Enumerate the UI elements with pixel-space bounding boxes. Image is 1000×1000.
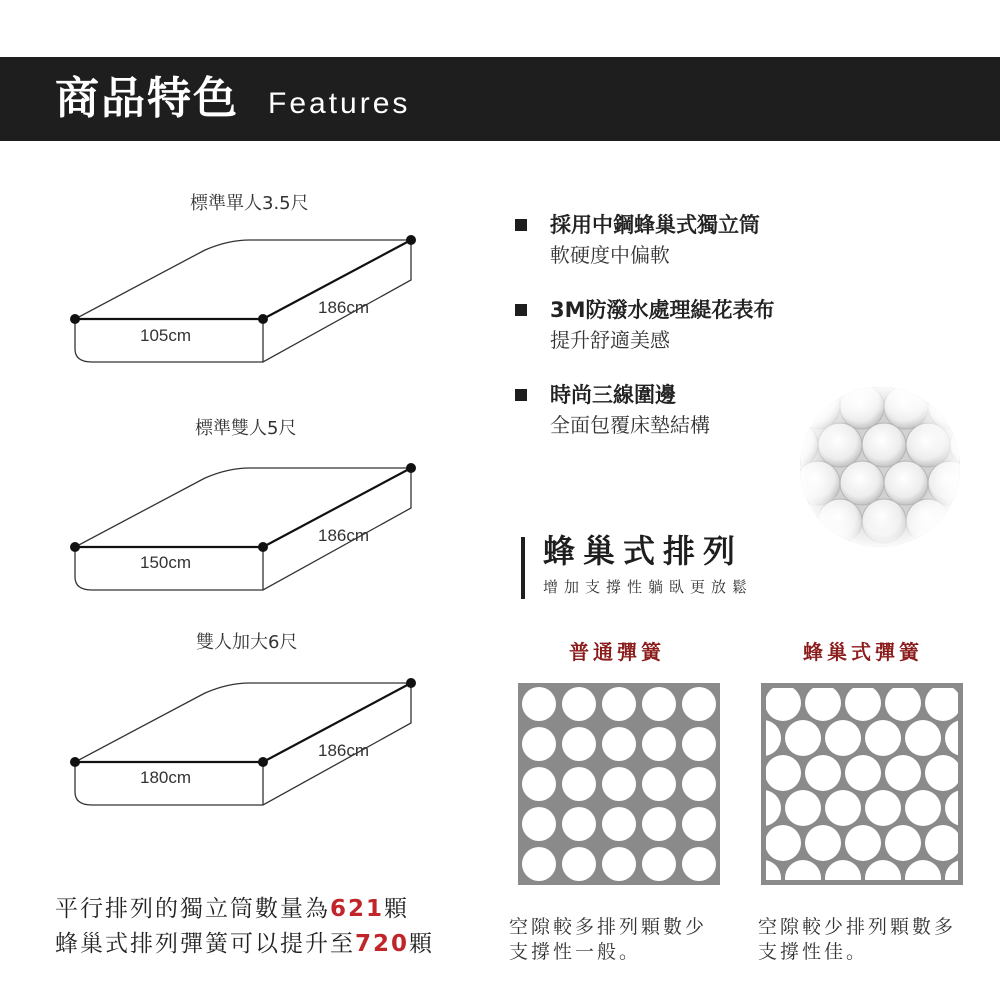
stat-line-honeycomb [55, 929, 434, 959]
square-bullet-icon [515, 389, 527, 401]
honeycomb-subtitle: 增加支撐性躺臥更放鬆 [543, 578, 754, 596]
honeycomb-spring-desc-1: 空隙較少排列顆數多 [758, 916, 957, 938]
honeycomb-spring-grid-icon [761, 683, 963, 885]
feature-detail: 全面包覆床墊結構 [550, 413, 710, 437]
stat-text: 蜂巢式排列彈簧可以提升至 [55, 931, 355, 957]
stat-unit: 顆 [409, 931, 435, 957]
stat-unit: 顆 [384, 896, 410, 922]
feature-title: 採用中鋼蜂巢式獨立筒 [550, 213, 760, 237]
width-label-single: 105cm [140, 326, 192, 345]
pocket-spring-sphere-icon [798, 385, 962, 549]
honeycomb-spring-title: 蜂巢式彈簧 [803, 640, 923, 664]
normal-spring-desc-2: 支撐性一般。 [509, 941, 642, 963]
mattress-diagram-single [60, 230, 430, 370]
square-bullet-icon [515, 219, 527, 231]
width-label-double: 150cm [140, 553, 192, 572]
square-bullet-icon [515, 304, 527, 316]
honeycomb-spring-desc-2: 支撐性佳。 [758, 941, 869, 963]
feature-title: 3M防潑水處理緹花表布 [550, 298, 775, 322]
length-label-single: 186cm [318, 298, 370, 317]
feature-detail: 軟硬度中偏軟 [550, 243, 670, 267]
mattress-diagram-double [60, 460, 430, 600]
page-subtitle: Features [268, 87, 411, 120]
honeycomb-title: 蜂巢式排列 [543, 532, 744, 570]
feature-title: 時尚三線圍邊 [550, 383, 676, 407]
length-label-double: 186cm [318, 526, 370, 545]
size-label-double: 標準雙人5尺 [195, 418, 297, 439]
page-title: 商品特色 [55, 73, 239, 124]
feature-detail: 提升舒適美感 [550, 328, 670, 352]
size-label-queen: 雙人加大6尺 [196, 632, 298, 653]
size-label-single: 標準單人3.5尺 [190, 193, 309, 214]
width-label-queen: 180cm [140, 768, 192, 787]
section-divider-bar [521, 537, 525, 599]
stat-text: 平行排列的獨立筒數量為 [55, 896, 330, 922]
normal-spring-desc-1: 空隙較多排列顆數少 [509, 916, 708, 938]
normal-spring-title: 普通彈簧 [569, 640, 665, 664]
stat-number-honeycomb: 720 [355, 931, 410, 957]
stat-line-parallel [55, 894, 409, 924]
normal-spring-grid-icon [518, 683, 720, 885]
length-label-queen: 186cm [318, 741, 370, 760]
mattress-diagram-queen [60, 675, 430, 815]
stat-number-parallel: 621 [330, 896, 385, 922]
